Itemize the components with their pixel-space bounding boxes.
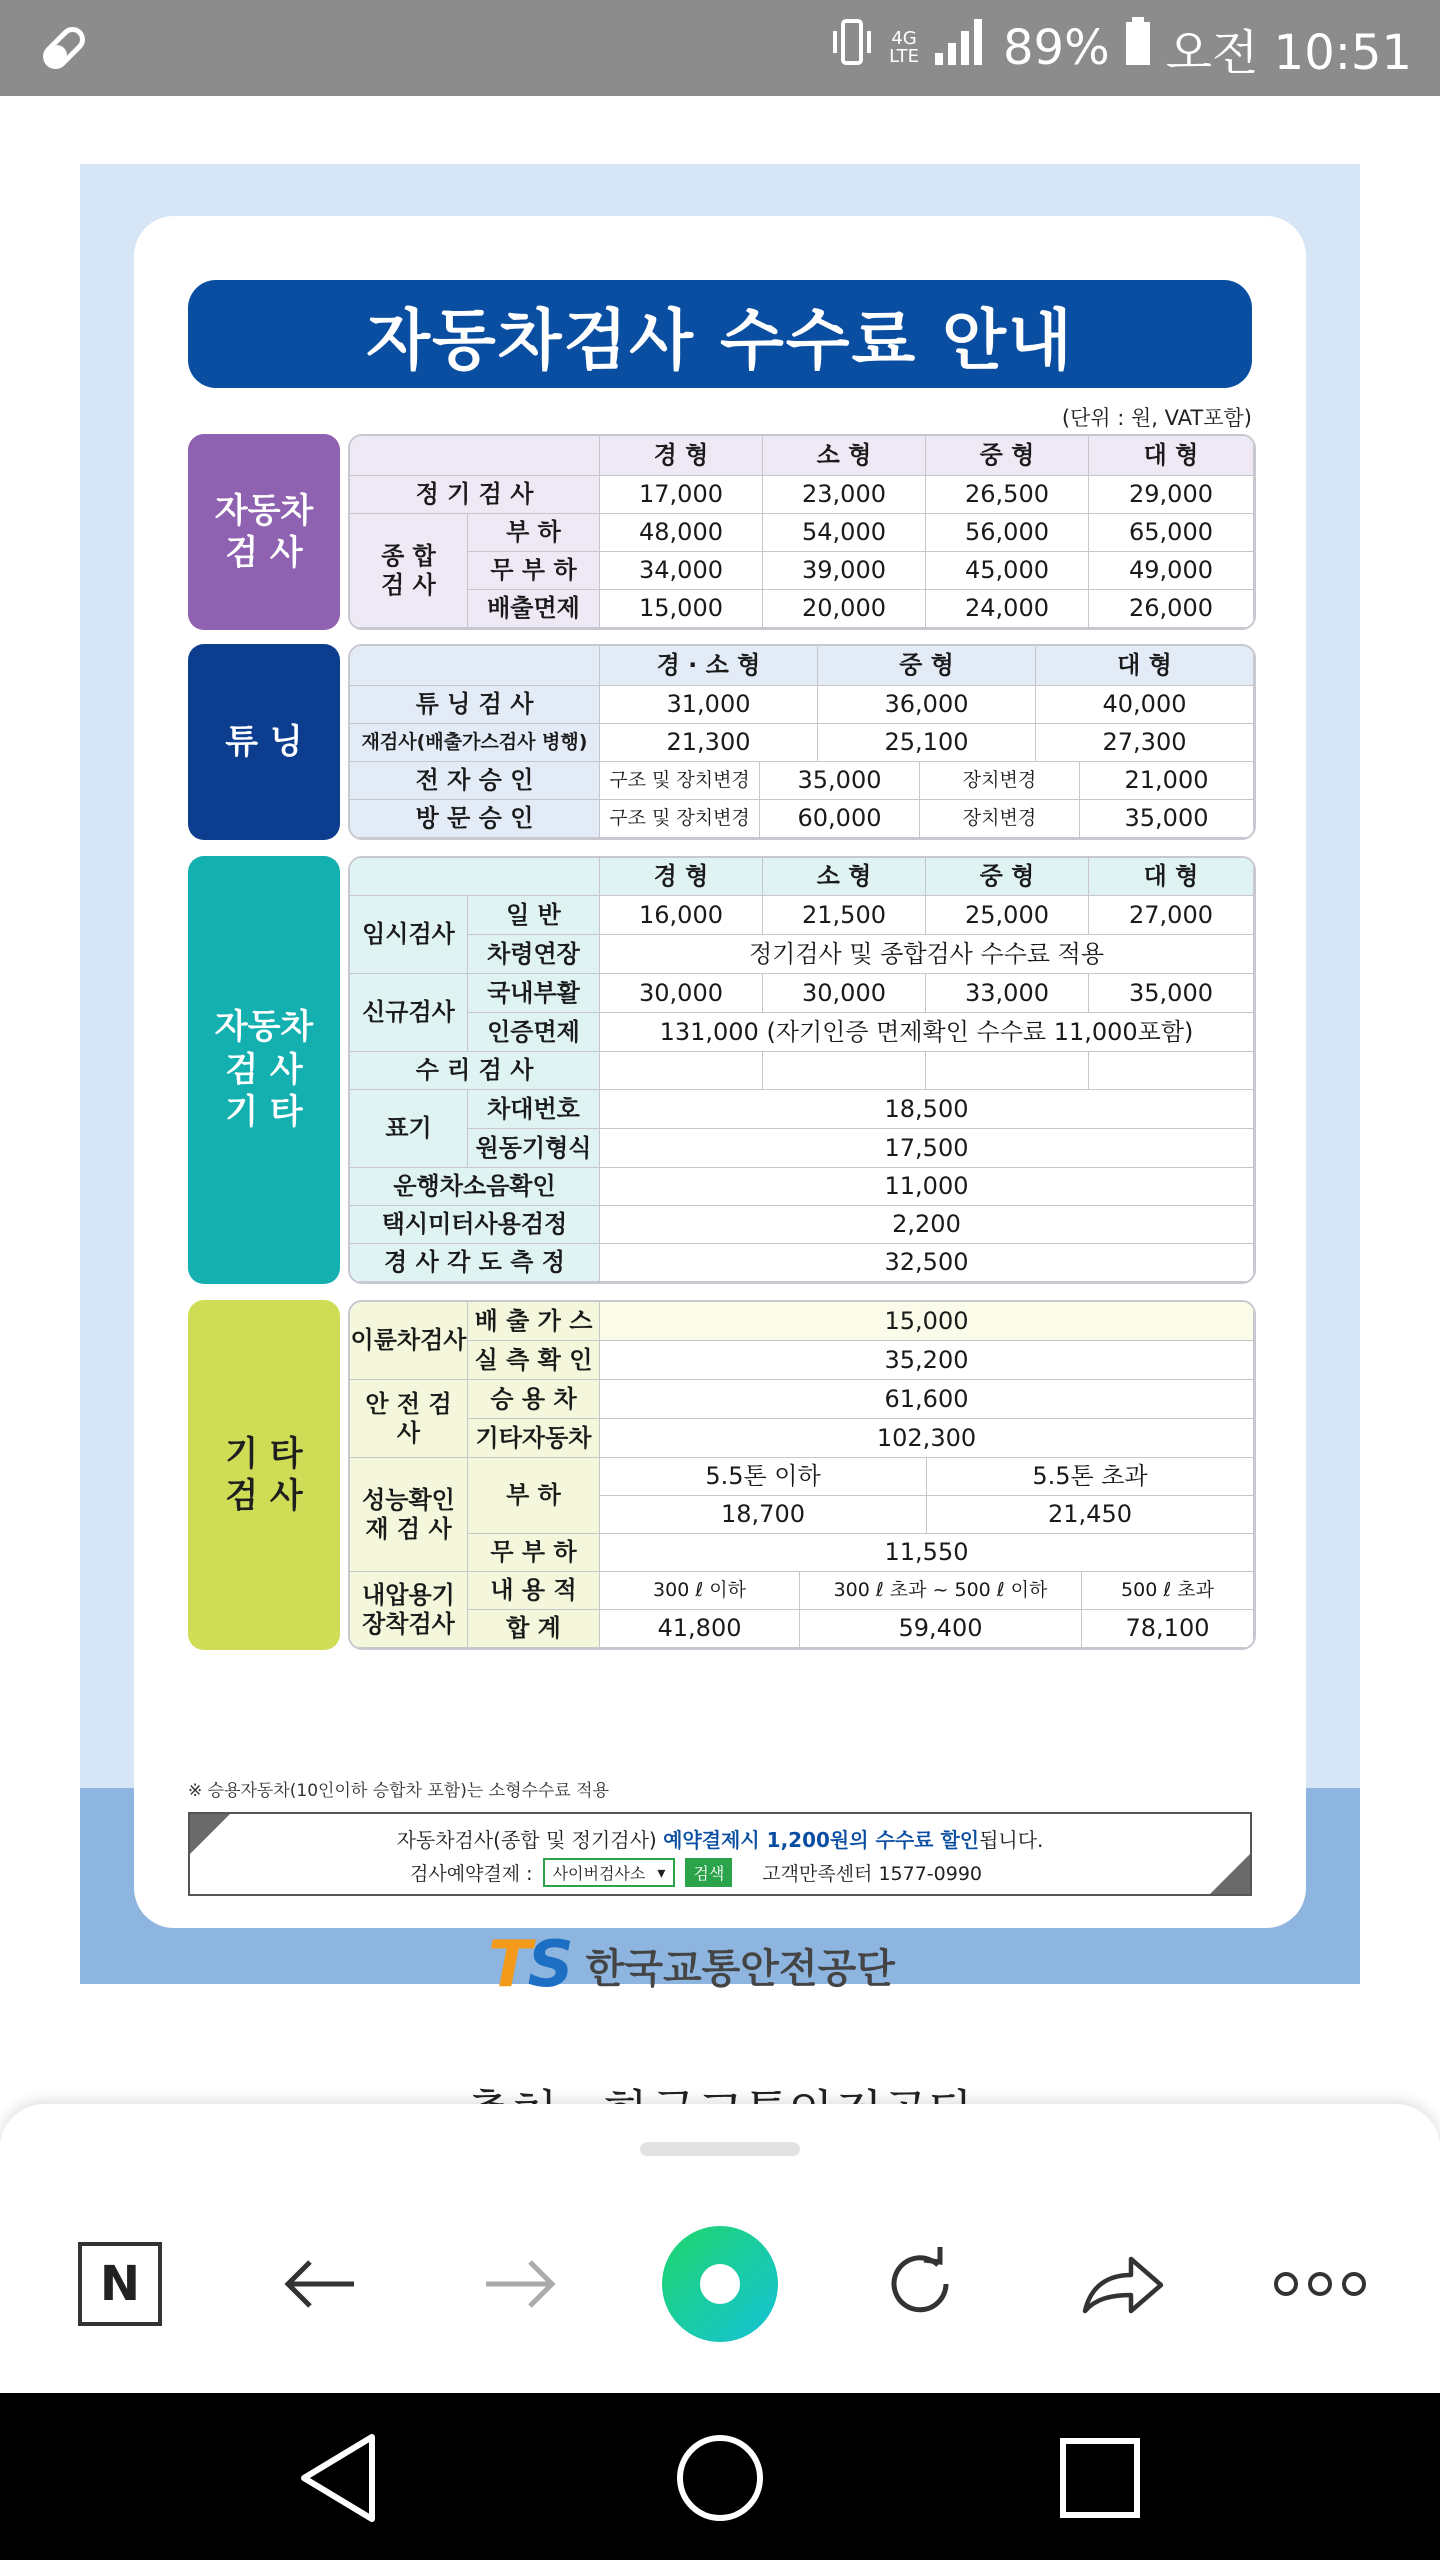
row-label: 일 반 bbox=[468, 896, 600, 935]
footnote: ※ 승용자동차(10인이하 승합차 포함)는 소형수수료 적용 bbox=[188, 1781, 610, 1801]
status-bar bbox=[0, 0, 1440, 96]
row-label: 기타자동차 bbox=[468, 1419, 600, 1458]
misc-table bbox=[348, 1300, 1256, 1650]
value-cell: 17,500 bbox=[600, 1129, 1254, 1168]
lte-icon: 4G LTE bbox=[889, 28, 919, 67]
row-label: 운행차소음확인 bbox=[350, 1168, 600, 1206]
header-cell: 대 형 bbox=[1036, 646, 1254, 686]
fee-poster-image bbox=[80, 164, 1360, 2002]
value-cell: 2,200 bbox=[600, 1206, 1254, 1244]
tuning-table bbox=[348, 644, 1256, 840]
value-cell: 41,800 bbox=[600, 1610, 800, 1648]
row-label: 정 기 검 사 bbox=[350, 476, 600, 514]
row-label: 배출면제 bbox=[468, 590, 600, 628]
vibrate-icon bbox=[829, 17, 875, 79]
row-label: 전 자 승 인 bbox=[350, 762, 600, 800]
empty-cell bbox=[926, 1052, 1089, 1090]
back-button[interactable] bbox=[270, 2234, 370, 2334]
header-cell: 경 · 소 형 bbox=[600, 646, 818, 686]
header-cell: 중 형 bbox=[926, 858, 1089, 896]
empty-cell bbox=[763, 1052, 926, 1090]
value-cell: 102,300 bbox=[600, 1419, 1254, 1458]
value-cell: 장치변경 bbox=[920, 762, 1080, 800]
section-other-label: 자동차 검 사 기 타 bbox=[188, 856, 340, 1284]
value-cell: 27,000 bbox=[1089, 896, 1254, 935]
clock: 오전 10:51 bbox=[1165, 24, 1412, 81]
section-misc-label: 기 타 검 사 bbox=[188, 1300, 340, 1650]
signal-icon bbox=[933, 17, 989, 79]
naver-home-button[interactable] bbox=[70, 2234, 170, 2334]
row-label: 수 리 검 사 bbox=[350, 1052, 600, 1090]
value-cell: 40,000 bbox=[1036, 686, 1254, 724]
reservation-select: 사이버검사소 ▾ bbox=[543, 1858, 676, 1887]
value-cell: 49,000 bbox=[1089, 552, 1254, 590]
naver-n-icon: N bbox=[78, 2242, 162, 2326]
other-table bbox=[348, 856, 1256, 1284]
value-cell: 16,000 bbox=[600, 896, 763, 935]
pill-icon bbox=[34, 18, 94, 78]
notice-line-1: 자동차검사(종합 및 정기검사) 예약결제시 1,200원의 수수료 할인됩니다. bbox=[396, 1828, 1044, 1852]
row-group-label: 성능확인 재 검 사 bbox=[350, 1458, 468, 1572]
value-cell: 5.5톤 초과 bbox=[927, 1458, 1254, 1496]
value-cell: 33,000 bbox=[926, 974, 1089, 1013]
row-label: 차대번호 bbox=[468, 1090, 600, 1129]
value-cell: 21,500 bbox=[763, 896, 926, 935]
nav-recents-button[interactable] bbox=[1045, 2423, 1155, 2533]
row-label: 부 하 bbox=[468, 514, 600, 552]
section-tuning-label: 튜 닝 bbox=[188, 644, 340, 840]
arrow-left-icon bbox=[280, 2254, 360, 2314]
value-cell: 27,300 bbox=[1036, 724, 1254, 762]
value-cell: 65,000 bbox=[1089, 514, 1254, 552]
chevron-down-icon: ▾ bbox=[657, 1863, 666, 1882]
value-cell: 26,500 bbox=[926, 476, 1089, 514]
section-regular-label: 자동차 검 사 bbox=[188, 434, 340, 630]
poster-title: 자동차검사 수수료 안내 bbox=[188, 280, 1252, 388]
value-cell: 20,000 bbox=[763, 590, 926, 628]
drag-handle[interactable] bbox=[640, 2142, 800, 2156]
value-cell: 45,000 bbox=[926, 552, 1089, 590]
system-nav-bar bbox=[0, 2393, 1440, 2560]
value-cell: 29,000 bbox=[1089, 476, 1254, 514]
value-cell: 131,000 (자기인증 면제확인 수수료 11,000포함) bbox=[600, 1013, 1254, 1052]
value-cell: 15,000 bbox=[600, 1302, 1254, 1341]
green-dot-button[interactable] bbox=[660, 2224, 780, 2344]
value-cell: 30,000 bbox=[763, 974, 926, 1013]
value-cell: 정기검사 및 종합검사 수수료 적용 bbox=[600, 935, 1254, 974]
row-label: 무 부 하 bbox=[468, 552, 600, 590]
green-dot-icon bbox=[660, 2224, 780, 2344]
value-cell: 32,500 bbox=[600, 1244, 1254, 1282]
header-blank bbox=[350, 858, 600, 896]
value-cell: 11,000 bbox=[600, 1168, 1254, 1206]
row-label: 차령연장 bbox=[468, 935, 600, 974]
value-cell: 17,000 bbox=[600, 476, 763, 514]
row-group-label: 이륜차검사 bbox=[350, 1302, 468, 1380]
header-cell: 대 형 bbox=[1089, 436, 1254, 476]
value-cell: 25,100 bbox=[818, 724, 1036, 762]
value-cell: 78,100 bbox=[1082, 1610, 1254, 1648]
row-label: 부 하 bbox=[468, 1458, 600, 1534]
row-label: 인증면제 bbox=[468, 1013, 600, 1052]
reservation-label: 검사예약결제 : bbox=[410, 1863, 533, 1885]
row-label: 택시미터사용검정 bbox=[350, 1206, 600, 1244]
value-cell: 48,000 bbox=[600, 514, 763, 552]
search-button: 검색 bbox=[685, 1858, 732, 1887]
value-cell: 장치변경 bbox=[920, 800, 1080, 838]
circle-home-icon bbox=[665, 2423, 775, 2533]
value-cell: 35,000 bbox=[760, 762, 920, 800]
brand-name: 한국교통안전공단 bbox=[585, 1945, 895, 1992]
empty-cell bbox=[600, 1052, 763, 1090]
value-cell: 36,000 bbox=[818, 686, 1036, 724]
value-cell: 30,000 bbox=[600, 974, 763, 1013]
header-blank bbox=[350, 436, 600, 476]
value-cell: 21,300 bbox=[600, 724, 818, 762]
unit-note: (단위 : 원, VAT포함) bbox=[1061, 406, 1252, 430]
square-recents-icon bbox=[1045, 2423, 1155, 2533]
value-cell: 59,400 bbox=[800, 1610, 1082, 1648]
value-cell: 35,000 bbox=[1089, 974, 1254, 1013]
header-blank bbox=[350, 646, 600, 686]
row-label: 재검사(배출가스검사 병행) bbox=[350, 724, 600, 762]
row-label: 실 측 확 인 bbox=[468, 1341, 600, 1380]
row-label: 배 출 가 스 bbox=[468, 1302, 600, 1341]
row-group-label: 신규검사 bbox=[350, 974, 468, 1052]
section-other bbox=[188, 856, 1252, 1284]
row-group-label: 표기 bbox=[350, 1090, 468, 1168]
row-label: 무 부 하 bbox=[468, 1534, 600, 1572]
value-cell: 5.5톤 이하 bbox=[600, 1458, 927, 1496]
refresh-icon bbox=[880, 2244, 960, 2324]
header-cell: 대 형 bbox=[1089, 858, 1254, 896]
reservation-notice bbox=[188, 1812, 1252, 1896]
value-cell: 56,000 bbox=[926, 514, 1089, 552]
value-cell: 24,000 bbox=[926, 590, 1089, 628]
value-cell: 18,500 bbox=[600, 1090, 1254, 1129]
row-label: 합 계 bbox=[468, 1610, 600, 1648]
value-cell: 15,000 bbox=[600, 590, 763, 628]
more-dots-icon bbox=[1270, 2264, 1370, 2304]
value-cell: 35,000 bbox=[1080, 800, 1254, 838]
row-group-label: 임시검사 bbox=[350, 896, 468, 974]
row-group-label: 안 전 검 사 bbox=[350, 1380, 468, 1458]
value-cell: 35,200 bbox=[600, 1341, 1254, 1380]
row-label: 내 용 적 bbox=[468, 1572, 600, 1610]
row-label: 튜 닝 검 사 bbox=[350, 686, 600, 724]
value-cell: 26,000 bbox=[1089, 590, 1254, 628]
more-button[interactable] bbox=[1270, 2234, 1370, 2334]
header-cell: 중 형 bbox=[818, 646, 1036, 686]
value-cell: 500 ℓ 초과 bbox=[1082, 1572, 1254, 1610]
battery-percent: 89% bbox=[1002, 20, 1110, 76]
web-content[interactable] bbox=[0, 96, 1440, 2096]
poster-card bbox=[134, 216, 1306, 2002]
value-cell: 61,600 bbox=[600, 1380, 1254, 1419]
value-cell: 23,000 bbox=[763, 476, 926, 514]
row-label: 방 문 승 인 bbox=[350, 800, 600, 838]
value-cell: 21,000 bbox=[1080, 762, 1254, 800]
forward-button[interactable] bbox=[470, 2234, 570, 2334]
header-cell: 소 형 bbox=[763, 436, 926, 476]
battery-icon bbox=[1124, 17, 1152, 79]
empty-cell bbox=[1089, 1052, 1254, 1090]
value-cell: 39,000 bbox=[763, 552, 926, 590]
ts-logo: TS 한국교통안전공단 bbox=[488, 1928, 895, 2002]
value-cell: 11,550 bbox=[600, 1534, 1254, 1572]
arrow-right-icon bbox=[480, 2254, 560, 2314]
value-cell: 34,000 bbox=[600, 552, 763, 590]
header-cell: 소 형 bbox=[763, 858, 926, 896]
row-label: 원동기형식 bbox=[468, 1129, 600, 1168]
section-tuning bbox=[188, 644, 1252, 840]
value-cell: 31,000 bbox=[600, 686, 818, 724]
refresh-button[interactable] bbox=[870, 2234, 970, 2334]
row-label: 승 용 차 bbox=[468, 1380, 600, 1419]
row-group-label: 종 합 검 사 bbox=[350, 514, 468, 628]
row-group-label: 내압용기 장착검사 bbox=[350, 1572, 468, 1648]
value-cell: 54,000 bbox=[763, 514, 926, 552]
value-cell: 구조 및 장치변경 bbox=[600, 800, 760, 838]
corner-decoration bbox=[1210, 1854, 1250, 1894]
notice-line-2 bbox=[410, 1858, 982, 1887]
header-cell: 경 형 bbox=[600, 858, 763, 896]
value-cell: 18,700 bbox=[600, 1496, 927, 1534]
row-label: 국내부활 bbox=[468, 974, 600, 1013]
value-cell: 구조 및 장치변경 bbox=[600, 762, 760, 800]
regular-table bbox=[348, 434, 1256, 630]
value-cell: 60,000 bbox=[760, 800, 920, 838]
share-button[interactable] bbox=[1072, 2234, 1172, 2334]
header-cell: 경 형 bbox=[600, 436, 763, 476]
nav-home-button[interactable] bbox=[665, 2423, 775, 2533]
share-icon bbox=[1077, 2249, 1167, 2319]
section-regular bbox=[188, 434, 1252, 630]
callcenter-text: 고객만족센터 1577-0990 bbox=[762, 1863, 983, 1885]
row-label: 경 사 각 도 측 정 bbox=[350, 1244, 600, 1282]
value-cell: 300 ℓ 초과 ~ 500 ℓ 이하 bbox=[800, 1572, 1082, 1610]
value-cell: 21,450 bbox=[927, 1496, 1254, 1534]
header-cell: 중 형 bbox=[926, 436, 1089, 476]
value-cell: 25,000 bbox=[926, 896, 1089, 935]
value-cell: 300 ℓ 이하 bbox=[600, 1572, 800, 1610]
triangle-back-icon bbox=[286, 2423, 396, 2533]
nav-back-button[interactable] bbox=[286, 2423, 396, 2533]
section-misc bbox=[188, 1300, 1252, 1650]
browser-toolbar bbox=[0, 2104, 1440, 2394]
